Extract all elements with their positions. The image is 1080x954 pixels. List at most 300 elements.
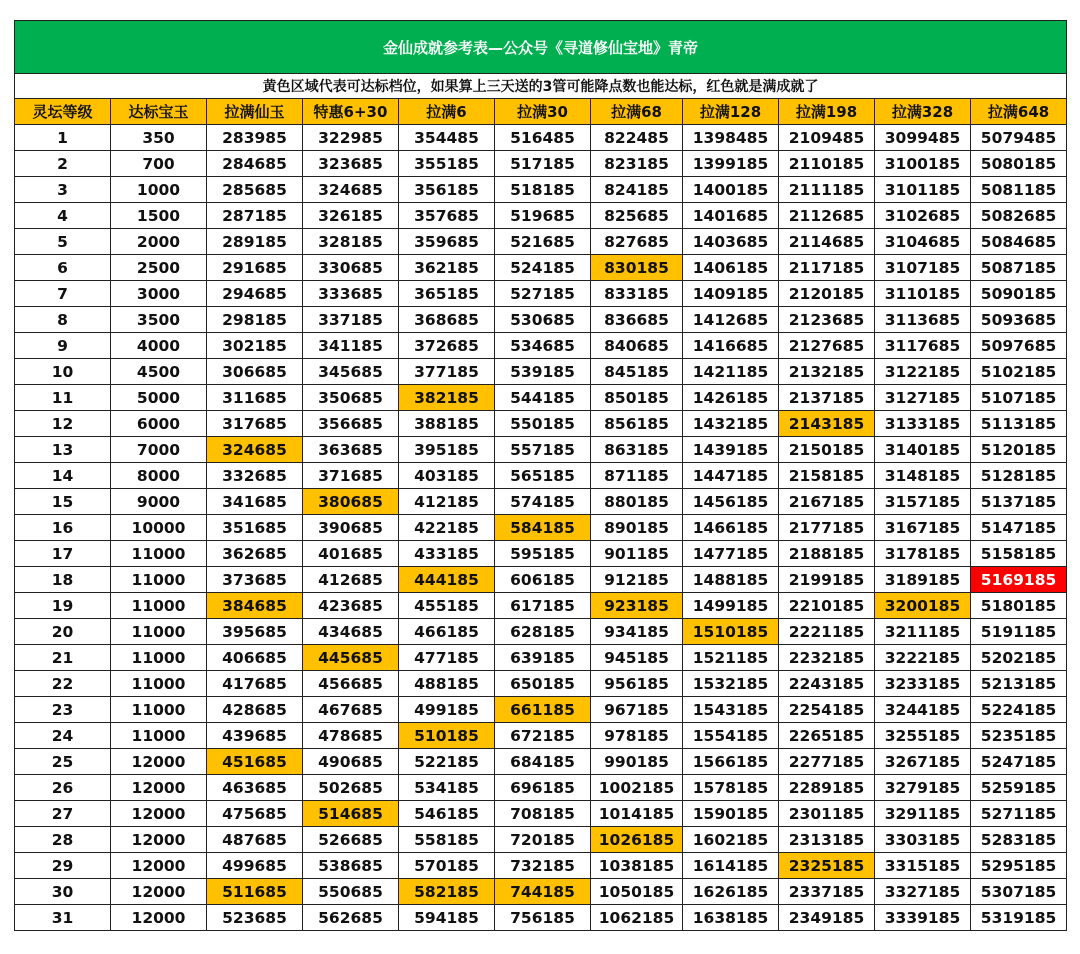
note-row (15, 74, 1067, 99)
table-row (15, 775, 1067, 801)
value-cell: 923185 (591, 593, 683, 619)
value-cell: 298185 (207, 307, 303, 333)
table-row (15, 541, 1067, 567)
value-cell: 3339185 (875, 905, 971, 931)
value-cell: 544185 (495, 385, 591, 411)
value-cell: 1426185 (683, 385, 779, 411)
target-cell: 6000 (111, 411, 207, 437)
value-cell: 708185 (495, 801, 591, 827)
level-cell: 20 (15, 619, 111, 645)
value-cell: 3267185 (875, 749, 971, 775)
value-cell: 2210185 (779, 593, 875, 619)
value-cell: 283985 (207, 125, 303, 151)
value-cell: 502685 (303, 775, 399, 801)
value-cell: 595185 (495, 541, 591, 567)
value-cell: 5307185 (971, 879, 1067, 905)
level-cell: 11 (15, 385, 111, 411)
table-row (15, 229, 1067, 255)
value-cell: 5213185 (971, 671, 1067, 697)
value-cell: 2301185 (779, 801, 875, 827)
value-cell: 487685 (207, 827, 303, 853)
level-cell: 6 (15, 255, 111, 281)
value-cell: 582185 (399, 879, 495, 905)
value-cell: 445685 (303, 645, 399, 671)
value-cell: 5271185 (971, 801, 1067, 827)
table-row (15, 749, 1067, 775)
column-header: 达标宝玉 (111, 99, 207, 125)
value-cell: 5169185 (971, 567, 1067, 593)
value-cell: 934185 (591, 619, 683, 645)
value-cell: 1554185 (683, 723, 779, 749)
value-cell: 5180185 (971, 593, 1067, 619)
value-cell: 365185 (399, 281, 495, 307)
table-row (15, 125, 1067, 151)
value-cell: 978185 (591, 723, 683, 749)
table-row (15, 203, 1067, 229)
value-cell: 584185 (495, 515, 591, 541)
value-cell: 558185 (399, 827, 495, 853)
value-cell: 534185 (399, 775, 495, 801)
value-cell: 956185 (591, 671, 683, 697)
value-cell: 1406185 (683, 255, 779, 281)
level-cell: 9 (15, 333, 111, 359)
value-cell: 650185 (495, 671, 591, 697)
value-cell: 2265185 (779, 723, 875, 749)
level-cell: 18 (15, 567, 111, 593)
target-cell: 11000 (111, 619, 207, 645)
value-cell: 2111185 (779, 177, 875, 203)
value-cell: 3200185 (875, 593, 971, 619)
value-cell: 284685 (207, 151, 303, 177)
value-cell: 412185 (399, 489, 495, 515)
value-cell: 5081185 (971, 177, 1067, 203)
target-cell: 5000 (111, 385, 207, 411)
value-cell: 388185 (399, 411, 495, 437)
value-cell: 354485 (399, 125, 495, 151)
level-cell: 29 (15, 853, 111, 879)
value-cell: 395185 (399, 437, 495, 463)
value-cell: 523685 (207, 905, 303, 931)
legend-note: 黄色区域代表可达标档位，如果算上三天送的3管可能降点数也能达标，红色就是满成就了 (15, 74, 1067, 99)
table-row (15, 307, 1067, 333)
value-cell: 825685 (591, 203, 683, 229)
value-cell: 5295185 (971, 853, 1067, 879)
value-cell: 368685 (399, 307, 495, 333)
value-cell: 2277185 (779, 749, 875, 775)
value-cell: 696185 (495, 775, 591, 801)
value-cell: 3104685 (875, 229, 971, 255)
value-cell: 1602185 (683, 827, 779, 853)
value-cell: 477185 (399, 645, 495, 671)
value-cell: 3101185 (875, 177, 971, 203)
column-header: 特惠6+30 (303, 99, 399, 125)
value-cell: 1590185 (683, 801, 779, 827)
value-cell: 475685 (207, 801, 303, 827)
value-cell: 850185 (591, 385, 683, 411)
value-cell: 456685 (303, 671, 399, 697)
value-cell: 2137185 (779, 385, 875, 411)
value-cell: 417685 (207, 671, 303, 697)
target-cell: 11000 (111, 697, 207, 723)
value-cell: 2150185 (779, 437, 875, 463)
level-cell: 19 (15, 593, 111, 619)
target-cell: 1000 (111, 177, 207, 203)
value-cell: 294685 (207, 281, 303, 307)
value-cell: 332685 (207, 463, 303, 489)
value-cell: 2117185 (779, 255, 875, 281)
level-cell: 4 (15, 203, 111, 229)
value-cell: 5082685 (971, 203, 1067, 229)
value-cell: 2325185 (779, 853, 875, 879)
value-cell: 3148185 (875, 463, 971, 489)
value-cell: 822485 (591, 125, 683, 151)
value-cell: 434685 (303, 619, 399, 645)
value-cell: 550185 (495, 411, 591, 437)
value-cell: 1578185 (683, 775, 779, 801)
value-cell: 2289185 (779, 775, 875, 801)
level-cell: 15 (15, 489, 111, 515)
value-cell: 362685 (207, 541, 303, 567)
value-cell: 550685 (303, 879, 399, 905)
value-cell: 2109485 (779, 125, 875, 151)
value-cell: 1510185 (683, 619, 779, 645)
reference-table (14, 20, 1067, 931)
level-cell: 1 (15, 125, 111, 151)
value-cell: 5090185 (971, 281, 1067, 307)
value-cell: 412685 (303, 567, 399, 593)
value-cell: 3102685 (875, 203, 971, 229)
column-header: 拉满198 (779, 99, 875, 125)
value-cell: 5235185 (971, 723, 1067, 749)
column-header: 拉满328 (875, 99, 971, 125)
target-cell: 11000 (111, 567, 207, 593)
table-row (15, 671, 1067, 697)
value-cell: 901185 (591, 541, 683, 567)
table-row (15, 515, 1067, 541)
value-cell: 732185 (495, 853, 591, 879)
value-cell: 478685 (303, 723, 399, 749)
value-cell: 639185 (495, 645, 591, 671)
value-cell: 1398485 (683, 125, 779, 151)
value-cell: 2221185 (779, 619, 875, 645)
value-cell: 1543185 (683, 697, 779, 723)
value-cell: 519685 (495, 203, 591, 229)
value-cell: 3099485 (875, 125, 971, 151)
column-header: 灵坛等级 (15, 99, 111, 125)
target-cell: 12000 (111, 749, 207, 775)
value-cell: 357685 (399, 203, 495, 229)
target-cell: 11000 (111, 723, 207, 749)
value-cell: 539185 (495, 359, 591, 385)
value-cell: 1488185 (683, 567, 779, 593)
target-cell: 12000 (111, 879, 207, 905)
table-row (15, 879, 1067, 905)
value-cell: 840685 (591, 333, 683, 359)
value-cell: 333685 (303, 281, 399, 307)
value-cell: 546185 (399, 801, 495, 827)
value-cell: 467685 (303, 697, 399, 723)
value-cell: 744185 (495, 879, 591, 905)
value-cell: 1532185 (683, 671, 779, 697)
value-cell: 317685 (207, 411, 303, 437)
value-cell: 1062185 (591, 905, 683, 931)
value-cell: 945185 (591, 645, 683, 671)
level-cell: 2 (15, 151, 111, 177)
target-cell: 3500 (111, 307, 207, 333)
value-cell: 390685 (303, 515, 399, 541)
value-cell: 3157185 (875, 489, 971, 515)
value-cell: 3327185 (875, 879, 971, 905)
target-cell: 11000 (111, 593, 207, 619)
value-cell: 355185 (399, 151, 495, 177)
value-cell: 1614185 (683, 853, 779, 879)
target-cell: 4500 (111, 359, 207, 385)
value-cell: 291685 (207, 255, 303, 281)
value-cell: 510185 (399, 723, 495, 749)
value-cell: 356685 (303, 411, 399, 437)
table-row (15, 489, 1067, 515)
value-cell: 3222185 (875, 645, 971, 671)
value-cell: 5087185 (971, 255, 1067, 281)
value-cell: 3211185 (875, 619, 971, 645)
value-cell: 1026185 (591, 827, 683, 853)
level-cell: 12 (15, 411, 111, 437)
table-row (15, 255, 1067, 281)
value-cell: 518185 (495, 177, 591, 203)
value-cell: 490685 (303, 749, 399, 775)
value-cell: 856185 (591, 411, 683, 437)
value-cell: 406685 (207, 645, 303, 671)
table-row (15, 437, 1067, 463)
value-cell: 401685 (303, 541, 399, 567)
table-row (15, 619, 1067, 645)
level-cell: 26 (15, 775, 111, 801)
value-cell: 3122185 (875, 359, 971, 385)
table-row (15, 411, 1067, 437)
table-row (15, 177, 1067, 203)
value-cell: 2232185 (779, 645, 875, 671)
value-cell: 359685 (399, 229, 495, 255)
title-row (15, 21, 1067, 74)
value-cell: 377185 (399, 359, 495, 385)
value-cell: 823185 (591, 151, 683, 177)
level-cell: 17 (15, 541, 111, 567)
value-cell: 1403685 (683, 229, 779, 255)
value-cell: 538685 (303, 853, 399, 879)
value-cell: 5079485 (971, 125, 1067, 151)
table-row (15, 723, 1067, 749)
table-row (15, 567, 1067, 593)
target-cell: 12000 (111, 905, 207, 931)
value-cell: 1400185 (683, 177, 779, 203)
target-cell: 11000 (111, 541, 207, 567)
value-cell: 2199185 (779, 567, 875, 593)
value-cell: 2243185 (779, 671, 875, 697)
reference-sheet (14, 20, 1066, 931)
value-cell: 3315185 (875, 853, 971, 879)
value-cell: 324685 (303, 177, 399, 203)
value-cell: 5147185 (971, 515, 1067, 541)
value-cell: 3233185 (875, 671, 971, 697)
level-cell: 7 (15, 281, 111, 307)
level-cell: 21 (15, 645, 111, 671)
value-cell: 830185 (591, 255, 683, 281)
value-cell: 422185 (399, 515, 495, 541)
target-cell: 12000 (111, 801, 207, 827)
target-cell: 4000 (111, 333, 207, 359)
value-cell: 1038185 (591, 853, 683, 879)
value-cell: 322985 (303, 125, 399, 151)
value-cell: 423685 (303, 593, 399, 619)
value-cell: 1050185 (591, 879, 683, 905)
value-cell: 526685 (303, 827, 399, 853)
value-cell: 323685 (303, 151, 399, 177)
value-cell: 890185 (591, 515, 683, 541)
value-cell: 2177185 (779, 515, 875, 541)
value-cell: 5259185 (971, 775, 1067, 801)
value-cell: 827685 (591, 229, 683, 255)
value-cell: 371685 (303, 463, 399, 489)
value-cell: 5084685 (971, 229, 1067, 255)
target-cell: 3000 (111, 281, 207, 307)
value-cell: 527185 (495, 281, 591, 307)
value-cell: 3133185 (875, 411, 971, 437)
value-cell: 5137185 (971, 489, 1067, 515)
value-cell: 524185 (495, 255, 591, 281)
level-cell: 13 (15, 437, 111, 463)
target-cell: 7000 (111, 437, 207, 463)
value-cell: 5191185 (971, 619, 1067, 645)
table-row (15, 801, 1067, 827)
table-row (15, 333, 1067, 359)
value-cell: 3178185 (875, 541, 971, 567)
value-cell: 341185 (303, 333, 399, 359)
value-cell: 1416685 (683, 333, 779, 359)
value-cell: 499685 (207, 853, 303, 879)
value-cell: 302185 (207, 333, 303, 359)
value-cell: 380685 (303, 489, 399, 515)
value-cell: 2132185 (779, 359, 875, 385)
level-cell: 28 (15, 827, 111, 853)
table-row (15, 645, 1067, 671)
value-cell: 439685 (207, 723, 303, 749)
value-cell: 5120185 (971, 437, 1067, 463)
value-cell: 326185 (303, 203, 399, 229)
level-cell: 8 (15, 307, 111, 333)
value-cell: 5113185 (971, 411, 1067, 437)
value-cell: 871185 (591, 463, 683, 489)
level-cell: 31 (15, 905, 111, 931)
target-cell: 11000 (111, 671, 207, 697)
value-cell: 350685 (303, 385, 399, 411)
value-cell: 534685 (495, 333, 591, 359)
value-cell: 1626185 (683, 879, 779, 905)
target-cell: 11000 (111, 645, 207, 671)
value-cell: 1409185 (683, 281, 779, 307)
value-cell: 289185 (207, 229, 303, 255)
value-cell: 2188185 (779, 541, 875, 567)
value-cell: 5093685 (971, 307, 1067, 333)
value-cell: 562685 (303, 905, 399, 931)
value-cell: 1638185 (683, 905, 779, 931)
value-cell: 2143185 (779, 411, 875, 437)
column-header: 拉满仙玉 (207, 99, 303, 125)
value-cell: 2337185 (779, 879, 875, 905)
level-cell: 10 (15, 359, 111, 385)
value-cell: 3113685 (875, 307, 971, 333)
column-header: 拉满648 (971, 99, 1067, 125)
value-cell: 2114685 (779, 229, 875, 255)
value-cell: 880185 (591, 489, 683, 515)
table-row (15, 281, 1067, 307)
value-cell: 824185 (591, 177, 683, 203)
value-cell: 756185 (495, 905, 591, 931)
value-cell: 574185 (495, 489, 591, 515)
table-row (15, 827, 1067, 853)
value-cell: 628185 (495, 619, 591, 645)
value-cell: 5128185 (971, 463, 1067, 489)
value-cell: 720185 (495, 827, 591, 853)
value-cell: 324685 (207, 437, 303, 463)
value-cell: 863185 (591, 437, 683, 463)
column-header: 拉满128 (683, 99, 779, 125)
value-cell: 3117685 (875, 333, 971, 359)
value-cell: 833185 (591, 281, 683, 307)
value-cell: 455185 (399, 593, 495, 619)
value-cell: 1499185 (683, 593, 779, 619)
value-cell: 912185 (591, 567, 683, 593)
value-cell: 967185 (591, 697, 683, 723)
value-cell: 1401685 (683, 203, 779, 229)
header-row (15, 99, 1067, 125)
value-cell: 2158185 (779, 463, 875, 489)
target-cell: 9000 (111, 489, 207, 515)
value-cell: 5224185 (971, 697, 1067, 723)
value-cell: 3127185 (875, 385, 971, 411)
value-cell: 499185 (399, 697, 495, 723)
value-cell: 3110185 (875, 281, 971, 307)
table-row (15, 359, 1067, 385)
target-cell: 2500 (111, 255, 207, 281)
table-row (15, 151, 1067, 177)
value-cell: 3107185 (875, 255, 971, 281)
value-cell: 1412685 (683, 307, 779, 333)
value-cell: 570185 (399, 853, 495, 879)
value-cell: 684185 (495, 749, 591, 775)
target-cell: 10000 (111, 515, 207, 541)
value-cell: 5283185 (971, 827, 1067, 853)
value-cell: 287185 (207, 203, 303, 229)
value-cell: 384685 (207, 593, 303, 619)
level-cell: 25 (15, 749, 111, 775)
value-cell: 1447185 (683, 463, 779, 489)
value-cell: 1439185 (683, 437, 779, 463)
level-cell: 14 (15, 463, 111, 489)
value-cell: 395685 (207, 619, 303, 645)
value-cell: 557185 (495, 437, 591, 463)
value-cell: 3100185 (875, 151, 971, 177)
column-header: 拉满30 (495, 99, 591, 125)
value-cell: 511685 (207, 879, 303, 905)
value-cell: 311685 (207, 385, 303, 411)
value-cell: 3244185 (875, 697, 971, 723)
value-cell: 337185 (303, 307, 399, 333)
value-cell: 488185 (399, 671, 495, 697)
value-cell: 362185 (399, 255, 495, 281)
value-cell: 356185 (399, 177, 495, 203)
value-cell: 516485 (495, 125, 591, 151)
target-cell: 700 (111, 151, 207, 177)
